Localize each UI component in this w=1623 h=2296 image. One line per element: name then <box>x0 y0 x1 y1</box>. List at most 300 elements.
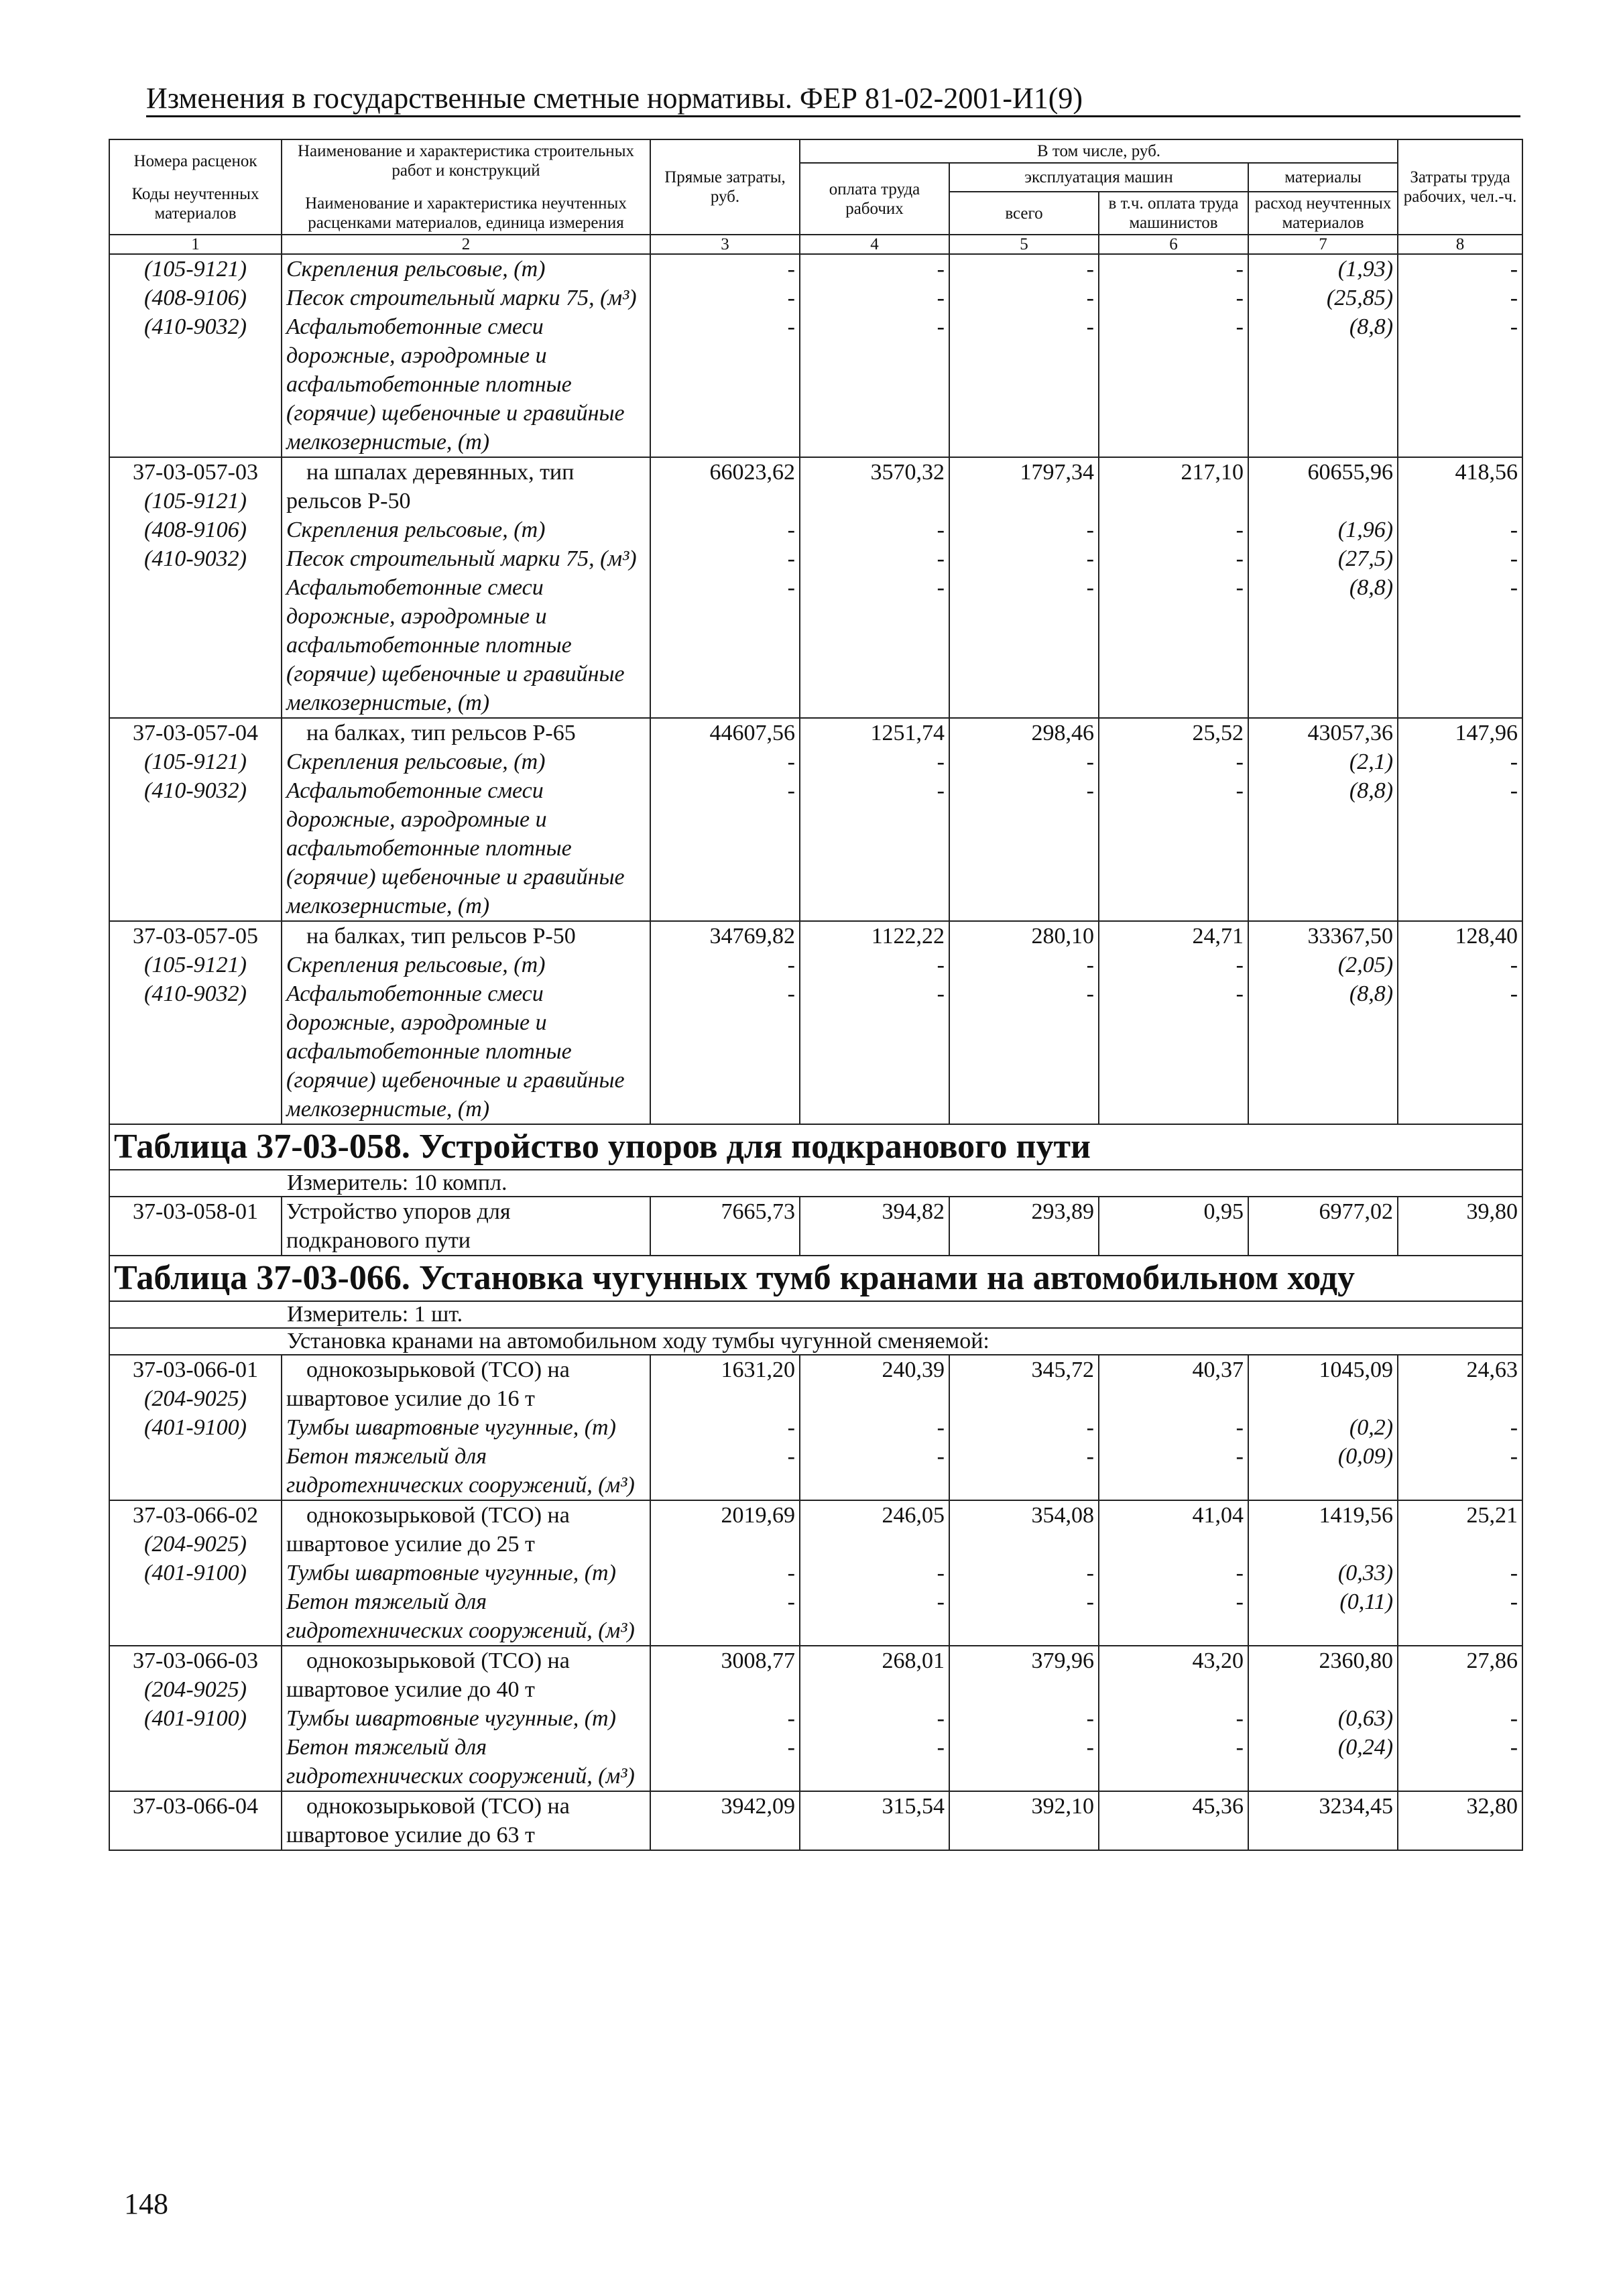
material-code: (401-9100) <box>144 1415 247 1440</box>
material-usage: (1,96) <box>1337 518 1394 542</box>
value-operator-wages-cell <box>1099 1791 1248 1850</box>
material-usage: (25,85) <box>1326 286 1394 310</box>
value-labor-hours: 32,80 <box>1466 1794 1518 1819</box>
material-usage: (8,8) <box>1349 981 1394 1006</box>
material-usage: (0,11) <box>1339 1589 1394 1614</box>
value-direct-costs-cell <box>650 1646 800 1791</box>
dash: - <box>787 286 795 310</box>
names-cell <box>282 1355 650 1500</box>
value-materials: 1045,09 <box>1319 1357 1394 1382</box>
value-operator-wages-cell <box>1099 457 1248 718</box>
value-direct-costs: 3008,77 <box>721 1648 795 1673</box>
value-operator-wages-cell <box>1099 718 1248 921</box>
value-labor-hours-cell <box>1398 718 1522 921</box>
material-usage: (0,33) <box>1337 1561 1394 1585</box>
value-materials-cell <box>1248 921 1398 1124</box>
page-header: Изменения в государственные сметные нормативы. ФЕР 81-02-2001-И1(9) <box>146 82 1520 117</box>
codes-cell <box>109 1646 282 1791</box>
table-subheader: Установка кранами на автомобильном ходу тумбы чугунной сменяемой: <box>109 1328 1522 1355</box>
material-usage: (8,8) <box>1349 314 1394 339</box>
table-row <box>109 457 1522 718</box>
dash: - <box>787 1589 795 1614</box>
dash: - <box>1236 518 1244 542</box>
rates-table <box>109 139 1523 1851</box>
value-direct-costs-cell <box>650 457 800 718</box>
dash: - <box>1236 314 1244 339</box>
value-direct-costs: 2019,69 <box>721 1503 795 1528</box>
value-labor-hours: 128,40 <box>1455 924 1518 949</box>
dash: - <box>787 575 795 600</box>
value-wages: 246,05 <box>882 1503 945 1528</box>
header-col-work-name: Наименование и характеристика строительных работ и конструкций <box>297 142 634 180</box>
value-wages: 3570,32 <box>870 460 945 485</box>
value-operator-wages: 217,10 <box>1181 460 1244 485</box>
value-direct-costs-cell <box>650 1355 800 1500</box>
dash: - <box>1236 1589 1244 1614</box>
value-labor-hours-cell <box>1398 1355 1522 1500</box>
header-col-codes <box>109 139 282 235</box>
value-direct-costs-cell <box>650 1791 800 1850</box>
value-labor-hours-cell <box>1398 1791 1522 1850</box>
dash: - <box>1086 749 1094 774</box>
codes-cell <box>109 254 282 457</box>
value-operator-wages-cell <box>1099 1646 1248 1791</box>
dash: - <box>1510 953 1518 977</box>
value-machines-total-cell <box>949 921 1099 1124</box>
value-machines-total: 1797,34 <box>1020 460 1094 485</box>
dash: - <box>1086 981 1094 1006</box>
rate-name: однокозырьковой (ТСО) на швартовое усилие до 63 т <box>286 1794 570 1848</box>
value-materials-cell <box>1248 1500 1398 1646</box>
dash: - <box>787 1735 795 1760</box>
value-wages-cell <box>800 921 949 1124</box>
column-numbers-row <box>109 235 1522 254</box>
dash: - <box>787 1561 795 1585</box>
table-row <box>109 921 1522 1124</box>
value-operator-wages: 41,04 <box>1192 1503 1244 1528</box>
material-usage: (2,1) <box>1349 749 1394 774</box>
column-number: 4 <box>800 235 949 254</box>
material-name: Тумбы швартовные чугунные, (т) <box>286 1415 616 1440</box>
material-usage: (0,2) <box>1349 1415 1394 1440</box>
dash: - <box>787 314 795 339</box>
material-name: Тумбы швартовные чугунные, (т) <box>286 1706 616 1731</box>
dash: - <box>787 257 795 282</box>
material-code: (401-9100) <box>144 1706 247 1731</box>
material-code: (410-9032) <box>144 546 247 571</box>
dash: - <box>787 546 795 571</box>
value-labor-hours-cell <box>1398 254 1522 457</box>
value-labor-hours-cell <box>1398 457 1522 718</box>
header-col-material-usage: расход неучтенных материалов <box>1248 192 1398 235</box>
dash: - <box>787 981 795 1006</box>
dash: - <box>1236 257 1244 282</box>
dash: - <box>1086 575 1094 600</box>
value-labor-hours: 25,21 <box>1466 1503 1518 1528</box>
header-col-wages: оплата труда рабочих <box>800 163 949 235</box>
value-labor-hours: 418,56 <box>1455 460 1518 485</box>
dash: - <box>1236 953 1244 977</box>
material-code: (105-9121) <box>144 489 247 513</box>
dash: - <box>1086 1444 1094 1469</box>
dash: - <box>1086 1735 1094 1760</box>
dash: - <box>1510 1706 1518 1731</box>
value-machines-total: 379,96 <box>1031 1648 1094 1673</box>
table-row <box>109 718 1522 921</box>
header-group-materials: материалы <box>1248 163 1398 192</box>
table-title: Таблица 37-03-058. Устройство упоров для подкранового пути <box>109 1124 1522 1170</box>
dash: - <box>937 314 945 339</box>
value-materials-cell <box>1248 1791 1398 1850</box>
material-name: Скрепления рельсовые, (т) <box>286 518 546 542</box>
value-direct-costs-cell <box>650 254 800 457</box>
names-cell <box>282 718 650 921</box>
material-name: Асфальтобетонные смеси дорожные, аэродромные и асфальтобетонные плотные (горячие) щебеночные и гравийные мелкозернистые, (т) <box>286 575 625 715</box>
material-usage: (2,05) <box>1337 953 1394 977</box>
value-materials: 43057,36 <box>1307 721 1394 745</box>
codes-cell <box>109 921 282 1124</box>
material-usage: (0,63) <box>1337 1706 1394 1731</box>
value-labor-hours: 27,86 <box>1466 1648 1518 1673</box>
value-direct-costs-cell <box>650 718 800 921</box>
value-direct-costs: 3942,09 <box>721 1794 795 1819</box>
header-col-operator-wages: в т.ч. оплата труда машинистов <box>1099 192 1248 235</box>
value-machines-total: 354,08 <box>1031 1503 1094 1528</box>
header-col-direct-costs: Прямые затраты, руб. <box>650 139 800 235</box>
value-wages-cell <box>800 457 949 718</box>
table-row <box>109 254 1522 457</box>
dash: - <box>937 286 945 310</box>
material-usage: (0,24) <box>1337 1735 1394 1760</box>
dash: - <box>1086 953 1094 977</box>
table-title: Таблица 37-03-066. Установка чугунных тумб кранами на автомобильном ходу <box>109 1256 1522 1301</box>
header-col-labor-hours: Затраты труда рабочих, чел.-ч. <box>1398 139 1522 235</box>
material-code: (408-9106) <box>144 518 247 542</box>
dash: - <box>1086 518 1094 542</box>
value-direct-costs-cell <box>650 921 800 1124</box>
names-cell <box>282 1646 650 1791</box>
value-operator-wages: 24,71 <box>1192 924 1244 949</box>
dash: - <box>787 1444 795 1469</box>
material-code: (204-9025) <box>144 1386 247 1411</box>
rate-code: 37-03-066-04 <box>133 1794 258 1819</box>
material-code: (410-9032) <box>144 981 247 1006</box>
value-operator-wages-cell <box>1099 1500 1248 1646</box>
dash: - <box>787 778 795 803</box>
table-row <box>109 1646 1522 1791</box>
rate-code: 37-03-057-05 <box>133 924 258 949</box>
material-code: (204-9025) <box>144 1677 247 1702</box>
material-code: (105-9121) <box>144 953 247 977</box>
value-wages-cell <box>800 1355 949 1500</box>
value-direct-costs: 34769,82 <box>709 924 795 949</box>
dash: - <box>1236 1561 1244 1585</box>
header-col-material-name: Наименование и характеристика неучтенных расценками материалов, единица измерения <box>305 194 627 232</box>
rate-name: однокозырьковой (ТСО) на швартовое усилие до 40 т <box>286 1648 570 1702</box>
value-labor-hours-cell <box>1398 1646 1522 1791</box>
dash: - <box>937 575 945 600</box>
dash: - <box>1510 518 1518 542</box>
value-machines-total-cell <box>949 1355 1099 1500</box>
dash: - <box>1236 749 1244 774</box>
names-cell <box>282 254 650 457</box>
dash: - <box>1086 314 1094 339</box>
value-materials: 2360,80 <box>1319 1648 1394 1673</box>
value-operator-wages-cell <box>1099 921 1248 1124</box>
material-name: Скрепления рельсовые, (т) <box>286 257 546 282</box>
value-wages-cell <box>800 1646 949 1791</box>
dash: - <box>937 1415 945 1440</box>
value-machines-total: 280,10 <box>1031 924 1094 949</box>
material-name: Асфальтобетонные смеси дорожные, аэродромные и асфальтобетонные плотные (горячие) щебеночные и гравийные мелкозернистые, (т) <box>286 778 625 918</box>
value-direct-costs: 44607,56 <box>709 721 795 745</box>
names-cell <box>282 457 650 718</box>
dash: - <box>1510 1415 1518 1440</box>
dash: - <box>1510 981 1518 1006</box>
material-code: (408-9106) <box>144 286 247 310</box>
value-wages: 315,54 <box>882 1794 945 1819</box>
value-wages-cell <box>800 1791 949 1850</box>
table-row <box>109 1791 1522 1850</box>
dash: - <box>1086 546 1094 571</box>
rate-code: 37-03-057-04 <box>133 721 258 745</box>
value-operator-wages: 45,36 <box>1192 1794 1244 1819</box>
material-usage: (1,93) <box>1337 257 1394 282</box>
dash: - <box>1510 778 1518 803</box>
dash: - <box>937 749 945 774</box>
header-col-material-codes: Коды неучтенных материалов <box>131 184 259 223</box>
dash: - <box>1086 1706 1094 1731</box>
value-materials-cell <box>1248 718 1398 921</box>
rate-name: однокозырьковой (ТСО) на швартовое усилие до 16 т <box>286 1357 570 1411</box>
rate-name: на балках, тип рельсов Р-50 <box>306 924 576 949</box>
value-labor-hours-cell <box>1398 1500 1522 1646</box>
material-name: Бетон тяжелый для гидротехнических сооружений, (м³) <box>286 1589 635 1643</box>
dash: - <box>787 1415 795 1440</box>
rate-code: 37-03-057-03 <box>133 460 258 485</box>
column-number: 5 <box>949 235 1099 254</box>
value-labor-hours-cell <box>1398 921 1522 1124</box>
page-number: 148 <box>124 2187 168 2220</box>
value-wages-cell <box>800 718 949 921</box>
column-number: 6 <box>1099 235 1248 254</box>
dash: - <box>1086 778 1094 803</box>
material-usage: (8,8) <box>1349 575 1394 600</box>
codes-cell <box>109 457 282 718</box>
value-operator-wages-cell <box>1099 1355 1248 1500</box>
dash: - <box>1236 286 1244 310</box>
dash: - <box>1510 257 1518 282</box>
value-operator-wages: 40,37 <box>1192 1357 1244 1382</box>
dash: - <box>937 1561 945 1585</box>
header-col-machines-total: всего <box>949 192 1099 235</box>
material-code: (105-9121) <box>144 749 247 774</box>
value-machines-total-cell <box>949 1500 1099 1646</box>
rate-name: Устройство упоров для подкранового пути <box>282 1197 650 1256</box>
dash: - <box>937 518 945 542</box>
value-machines-total: 392,10 <box>1031 1794 1094 1819</box>
header-group-machines: эксплуатация машин <box>949 163 1248 192</box>
value-labor-hours: 39,80 <box>1398 1197 1522 1256</box>
material-name: Скрепления рельсовые, (т) <box>286 953 546 977</box>
value-operator-wages: 25,52 <box>1192 721 1244 745</box>
dash: - <box>1510 286 1518 310</box>
dash: - <box>1510 1444 1518 1469</box>
dash: - <box>937 546 945 571</box>
dash: - <box>1510 1561 1518 1585</box>
header-group-including: В том числе, руб. <box>800 139 1398 163</box>
table-row <box>109 1197 1522 1256</box>
table-unit: Измеритель: 10 компл. <box>109 1170 1522 1197</box>
header-col-rate-numbers: Номера расценок <box>133 152 257 170</box>
dash: - <box>937 1706 945 1731</box>
value-materials-cell <box>1248 1646 1398 1791</box>
material-code: (204-9025) <box>144 1532 247 1557</box>
dash: - <box>937 1444 945 1469</box>
column-number: 1 <box>109 235 282 254</box>
material-name: Тумбы швартовные чугунные, (т) <box>286 1561 616 1585</box>
table-unit: Измеритель: 1 шт. <box>109 1301 1522 1328</box>
dash: - <box>1236 1706 1244 1731</box>
codes-cell <box>109 718 282 921</box>
column-number: 8 <box>1398 235 1522 254</box>
dash: - <box>1510 546 1518 571</box>
column-number: 3 <box>650 235 800 254</box>
rate-code: 37-03-066-01 <box>133 1357 258 1382</box>
header-col-names <box>282 139 650 235</box>
value-labor-hours: 147,96 <box>1455 721 1518 745</box>
dash: - <box>1236 1735 1244 1760</box>
material-usage: (8,8) <box>1349 778 1394 803</box>
value-machines-total: 298,46 <box>1031 721 1094 745</box>
material-usage: (0,09) <box>1337 1444 1394 1469</box>
dash: - <box>1086 257 1094 282</box>
rate-name: на шпалах деревянных, тип рельсов Р-50 <box>286 460 575 513</box>
codes-cell <box>109 1355 282 1500</box>
table-037-section <box>109 254 1522 1124</box>
table-row <box>109 1500 1522 1646</box>
value-materials: 60655,96 <box>1307 460 1394 485</box>
names-cell <box>282 1500 650 1646</box>
column-number: 7 <box>1248 235 1398 254</box>
material-name: Бетон тяжелый для гидротехнических сооружений, (м³) <box>286 1735 635 1789</box>
codes-cell <box>109 1791 282 1850</box>
value-wages-cell <box>800 1500 949 1646</box>
rate-code: 37-03-066-03 <box>133 1648 258 1673</box>
value-direct-costs: 1631,20 <box>721 1357 795 1382</box>
rate-name: однокозырьковой (ТСО) на швартовое усилие до 25 т <box>286 1503 570 1557</box>
value-machines-total-cell <box>949 718 1099 921</box>
value-materials: 1419,56 <box>1319 1503 1394 1528</box>
dash: - <box>937 778 945 803</box>
dash: - <box>1236 1415 1244 1440</box>
dash: - <box>1510 1735 1518 1760</box>
dash: - <box>1236 778 1244 803</box>
value-materials-cell <box>1248 1355 1398 1500</box>
dash: - <box>1236 575 1244 600</box>
value-materials: 3234,45 <box>1319 1794 1394 1819</box>
value-operator-wages: 43,20 <box>1192 1648 1244 1673</box>
value-machines-total-cell <box>949 254 1099 457</box>
value-operator-wages: 0,95 <box>1099 1197 1248 1256</box>
value-operator-wages-cell <box>1099 254 1248 457</box>
material-code: (401-9100) <box>144 1561 247 1585</box>
dash: - <box>787 1706 795 1731</box>
dash: - <box>1510 575 1518 600</box>
value-materials: 6977,02 <box>1248 1197 1398 1256</box>
dash: - <box>1236 1444 1244 1469</box>
value-wages: 1122,22 <box>871 924 945 949</box>
dash: - <box>1510 749 1518 774</box>
dash: - <box>1236 546 1244 571</box>
material-name: Бетон тяжелый для гидротехнических сооружений, (м³) <box>286 1444 635 1498</box>
material-usage: (27,5) <box>1337 546 1394 571</box>
value-machines-total-cell <box>949 457 1099 718</box>
table-066-section <box>109 1256 1522 1850</box>
material-name: Песок строительный марки 75, (м³) <box>286 286 637 310</box>
dash: - <box>1086 286 1094 310</box>
value-direct-costs: 66023,62 <box>709 460 795 485</box>
value-wages: 1251,74 <box>870 721 945 745</box>
dash: - <box>1086 1589 1094 1614</box>
material-name: Скрепления рельсовые, (т) <box>286 749 546 774</box>
table-058-section <box>109 1124 1522 1256</box>
dash: - <box>787 749 795 774</box>
dash: - <box>1510 1589 1518 1614</box>
value-wages: 268,01 <box>882 1648 945 1673</box>
rate-name: на балках, тип рельсов Р-65 <box>306 721 576 745</box>
dash: - <box>1086 1561 1094 1585</box>
dash: - <box>1086 1415 1094 1440</box>
table-row <box>109 1355 1522 1500</box>
value-machines-total-cell <box>949 1791 1099 1850</box>
value-machines-total-cell <box>949 1646 1099 1791</box>
dash: - <box>787 953 795 977</box>
names-cell <box>282 1791 650 1850</box>
value-machines-total: 345,72 <box>1031 1357 1094 1382</box>
value-materials: 33367,50 <box>1307 924 1394 949</box>
dash: - <box>937 257 945 282</box>
rate-code: 37-03-066-02 <box>133 1503 258 1528</box>
material-code: (410-9032) <box>144 778 247 803</box>
material-name: Песок строительный марки 75, (м³) <box>286 546 637 571</box>
value-direct-costs: 7665,73 <box>650 1197 800 1256</box>
dash: - <box>937 953 945 977</box>
rate-code: 37-03-058-01 <box>109 1197 282 1256</box>
dash: - <box>937 1735 945 1760</box>
dash: - <box>937 981 945 1006</box>
codes-cell <box>109 1500 282 1646</box>
dash: - <box>1236 981 1244 1006</box>
dash: - <box>937 1589 945 1614</box>
value-machines-total: 293,89 <box>949 1197 1099 1256</box>
dash: - <box>787 518 795 542</box>
value-labor-hours: 24,63 <box>1466 1357 1518 1382</box>
material-code: (105-9121) <box>144 257 247 282</box>
material-code: (410-9032) <box>144 314 247 339</box>
value-wages: 394,82 <box>800 1197 949 1256</box>
value-wages: 240,39 <box>882 1357 945 1382</box>
column-number: 2 <box>282 235 650 254</box>
material-name: Асфальтобетонные смеси дорожные, аэродромные и асфальтобетонные плотные (горячие) щебеночные и гравийные мелкозернистые, (т) <box>286 314 625 455</box>
value-wages-cell <box>800 254 949 457</box>
material-name: Асфальтобетонные смеси дорожные, аэродромные и асфальтобетонные плотные (горячие) щебеночные и гравийные мелкозернистые, (т) <box>286 981 625 1122</box>
names-cell <box>282 921 650 1124</box>
value-materials-cell <box>1248 254 1398 457</box>
value-direct-costs-cell <box>650 1500 800 1646</box>
value-materials-cell <box>1248 457 1398 718</box>
dash: - <box>1510 314 1518 339</box>
